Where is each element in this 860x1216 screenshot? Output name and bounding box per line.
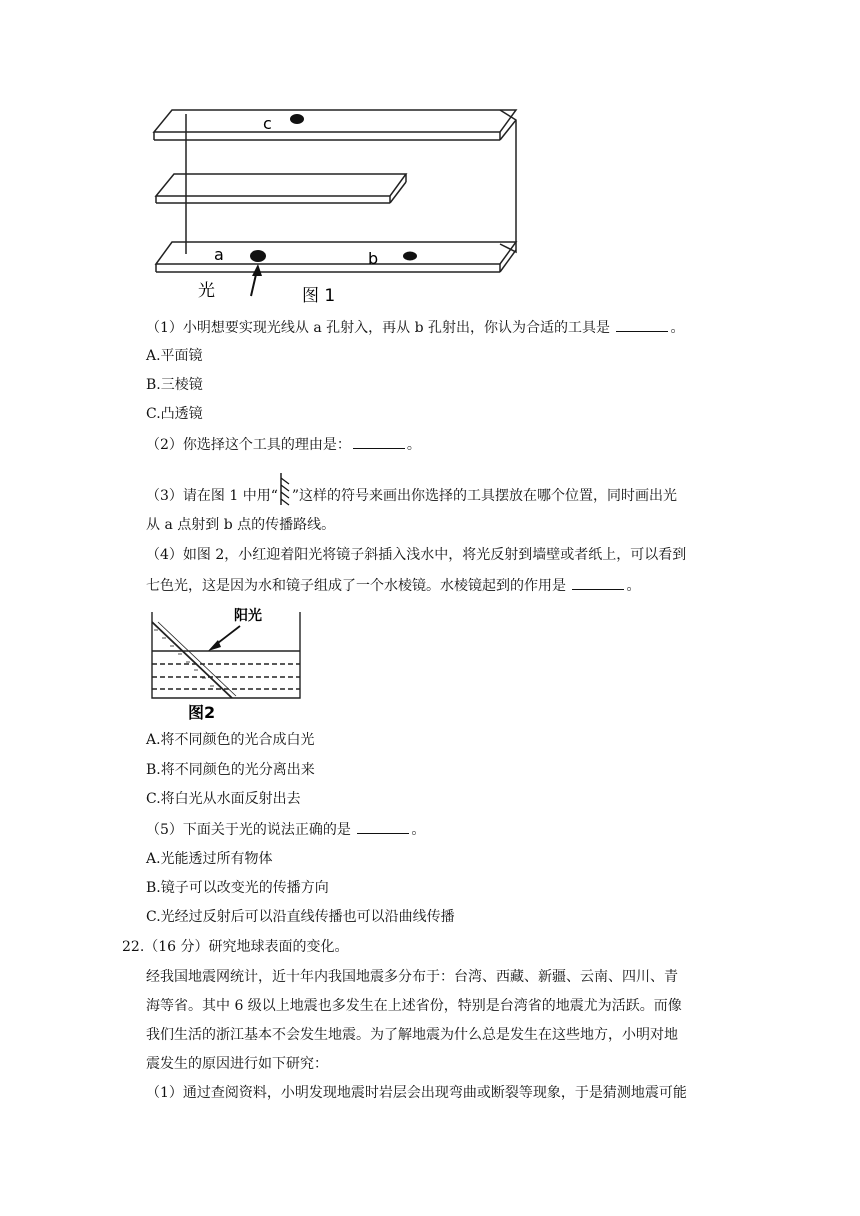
q1-stem-end: 。 [670,320,685,336]
q5-answer-blank[interactable] [357,819,409,834]
q4-line-2 [146,575,640,596]
q4-option-b[interactable]: B.将不同颜色的光分离出来 [146,762,315,778]
mirror-symbol-icon [278,472,292,506]
q3-line-2: 从 a 点射到 b 点的传播路线。 [146,517,336,533]
q2-answer-blank[interactable] [353,434,405,449]
hole-c [290,114,304,124]
q4-option-c[interactable]: C.将白光从水面反射出去 [146,791,301,807]
q5-stem [146,819,425,840]
q1-stem [146,317,684,338]
q3-line-1 [146,486,677,506]
q5-option-b[interactable]: B.镜子可以改变光的传播方向 [146,880,329,896]
q22-heading: 22.（16 分）研究地球表面的变化。 [122,939,349,955]
hole-b [403,252,417,261]
q22-para-line-2: 海等省。其中 6 级以上地震也多发生在上述省份，特别是台湾省的地震尤为活跃。而像 [146,998,682,1014]
sunlight-label: 阳光 [234,608,262,624]
q2-stem-text: （2）你选择这个工具的理由是： [146,437,351,453]
q4-answer-blank[interactable] [572,575,624,590]
q1-option-b[interactable]: B.三棱镜 [146,377,203,393]
q4-option-a[interactable]: A.将不同颜色的光合成白光 [146,732,315,748]
q1-option-a[interactable]: A.平面镜 [146,348,203,364]
label-c: c [263,114,272,133]
light-label: 光 [198,281,215,301]
q5-option-c[interactable]: C.光经过反射后可以沿直线传播也可以沿曲线传播 [146,909,455,925]
q4-line-1: （4）如图 2，小红迎着阳光将镜子斜插入浅水中，将光反射到墙壁或者纸上，可以看到 [146,547,687,563]
hole-a [250,250,266,262]
q22-sub-1: （1）通过查阅资料，小明发现地震时岩层会出现弯曲或断裂等现象，于是猜测地震可能 [146,1085,687,1101]
q5-stem-end: 。 [411,822,426,838]
q4-line-2-text: 七色光，这是因为水和镜子组成了一个水棱镜。水棱镜起到的作用是 [146,578,566,594]
q4-line-2-end: 。 [626,578,641,594]
q22-para-line-3: 我们生活的浙江基本不会发生地震。为了解地震为什么总是发生在这些地方，小明对地 [146,1027,678,1043]
figure-2-caption: 图2 [188,703,216,722]
figure-1-caption: 图 1 [302,286,336,304]
q1-stem-text: （1）小明想要实现光线从 a 孔射入，再从 b 孔射出，你认为合适的工具是 [146,320,611,336]
label-b: b [368,249,379,268]
q22-para-line-1: 经我国地震网统计，近十年内我国地震多分布于：台湾、西藏、新疆、云南、四川、青 [146,969,678,985]
q1-option-c[interactable]: C.凸透镜 [146,406,203,422]
figure-2 [148,606,308,724]
q3-line-1-start: （3）请在图 1 中用“ [146,488,278,504]
figure-1 [150,104,530,304]
q22-para-line-4: 震发生的原因进行如下研究： [146,1056,328,1072]
q5-option-a[interactable]: A.光能透过所有物体 [146,851,273,867]
q1-answer-blank[interactable] [616,317,668,332]
label-a: a [214,245,224,264]
q5-stem-text: （5）下面关于光的说法正确的是 [146,822,351,838]
q2-stem-end: 。 [406,437,421,453]
q2-stem [146,434,421,455]
q3-line-1-end: ”这样的符号来画出你选择的工具摆放在哪个位置，同时画出光 [291,488,678,504]
